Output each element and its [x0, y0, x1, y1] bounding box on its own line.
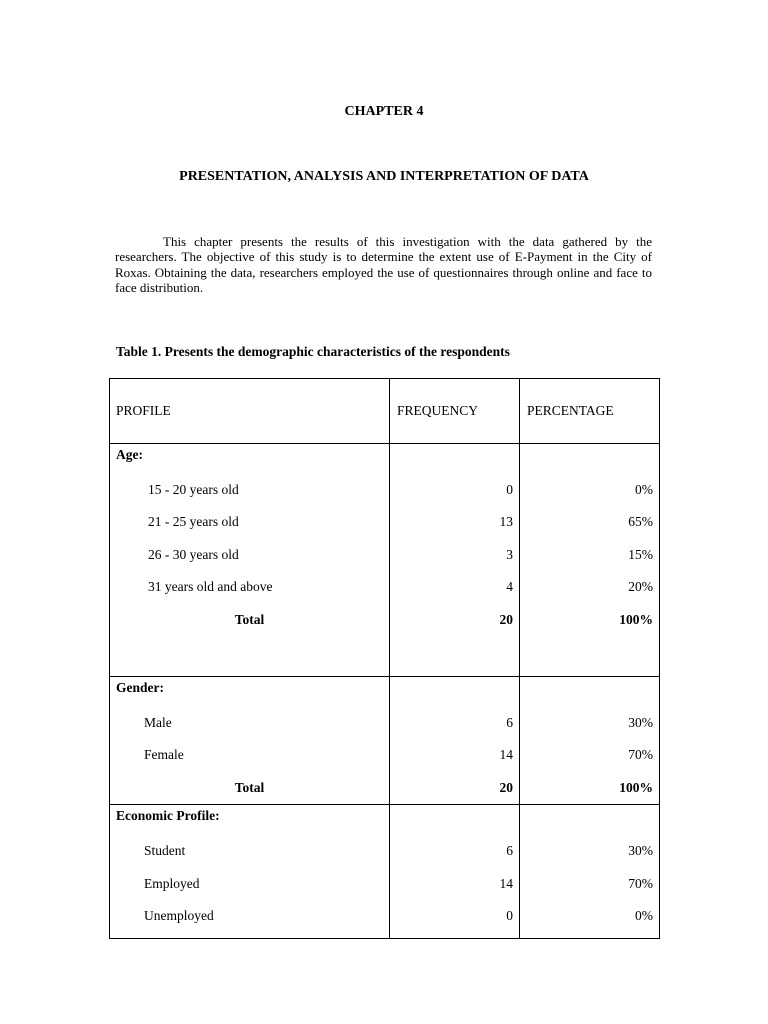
table-row [110, 868, 660, 900]
row-percentage: 30% [520, 835, 660, 867]
table-row [110, 539, 660, 571]
economic-label: Economic Profile: [110, 805, 390, 836]
row-frequency: 14 [390, 868, 520, 900]
row-frequency: 3 [390, 539, 520, 571]
header-percentage: PERCENTAGE [520, 379, 660, 444]
row-frequency: 6 [390, 707, 520, 739]
row-frequency: 0 [390, 474, 520, 506]
total-label: Total [110, 604, 390, 636]
row-label: 26 - 30 years old [110, 539, 390, 571]
row-percentage: 15% [520, 539, 660, 571]
age-total-row [110, 604, 660, 636]
row-percentage: 20% [520, 571, 660, 603]
demographics-table [109, 378, 660, 939]
table-row [110, 900, 660, 939]
row-label: 31 years old and above [110, 571, 390, 603]
total-percentage: 100% [520, 604, 660, 636]
row-label: Male [110, 707, 390, 739]
row-percentage: 70% [520, 868, 660, 900]
row-frequency: 4 [390, 571, 520, 603]
chapter-heading: CHAPTER 4 [344, 104, 424, 119]
row-label: 21 - 25 years old [110, 506, 390, 538]
table-row [110, 835, 660, 867]
header-profile: PROFILE [110, 379, 390, 444]
economic-group-row [110, 805, 660, 836]
row-percentage: 30% [520, 707, 660, 739]
age-label: Age: [110, 444, 390, 475]
table-caption: Table 1. Presents the demographic characteristics of the respondents [116, 344, 510, 359]
gender-group-row [110, 676, 660, 707]
row-frequency: 0 [390, 900, 520, 939]
total-percentage: 100% [520, 772, 660, 805]
gender-total-row [110, 772, 660, 805]
row-label: Employed [110, 868, 390, 900]
row-percentage: 0% [520, 474, 660, 506]
row-frequency: 14 [390, 739, 520, 771]
row-label: Female [110, 739, 390, 771]
age-group-row [110, 444, 660, 475]
table-row [110, 707, 660, 739]
section-title: PRESENTATION, ANALYSIS AND INTERPRETATION OF DATA [179, 169, 589, 184]
row-percentage: 65% [520, 506, 660, 538]
row-percentage: 0% [520, 900, 660, 939]
header-frequency: FREQUENCY [390, 379, 520, 444]
total-label: Total [110, 772, 390, 805]
row-percentage: 70% [520, 739, 660, 771]
table-header-row [110, 379, 660, 444]
row-frequency: 13 [390, 506, 520, 538]
intro-paragraph: This chapter presents the results of this investigation with the data gathered by the researchers. The objective of this study is to determine the extent use of E-Payment in the City of Roxas. Obtaining the data, researchers employed the use of questionnaires through online and face to face distribution. [115, 234, 652, 296]
row-label: Unemployed [110, 900, 390, 939]
spacer-row [110, 636, 660, 677]
table-row [110, 571, 660, 603]
table-row [110, 739, 660, 771]
row-frequency: 6 [390, 835, 520, 867]
total-frequency: 20 [390, 604, 520, 636]
row-label: Student [110, 835, 390, 867]
row-label: 15 - 20 years old [110, 474, 390, 506]
table-row [110, 474, 660, 506]
total-frequency: 20 [390, 772, 520, 805]
table-row [110, 506, 660, 538]
gender-label: Gender: [110, 676, 390, 707]
